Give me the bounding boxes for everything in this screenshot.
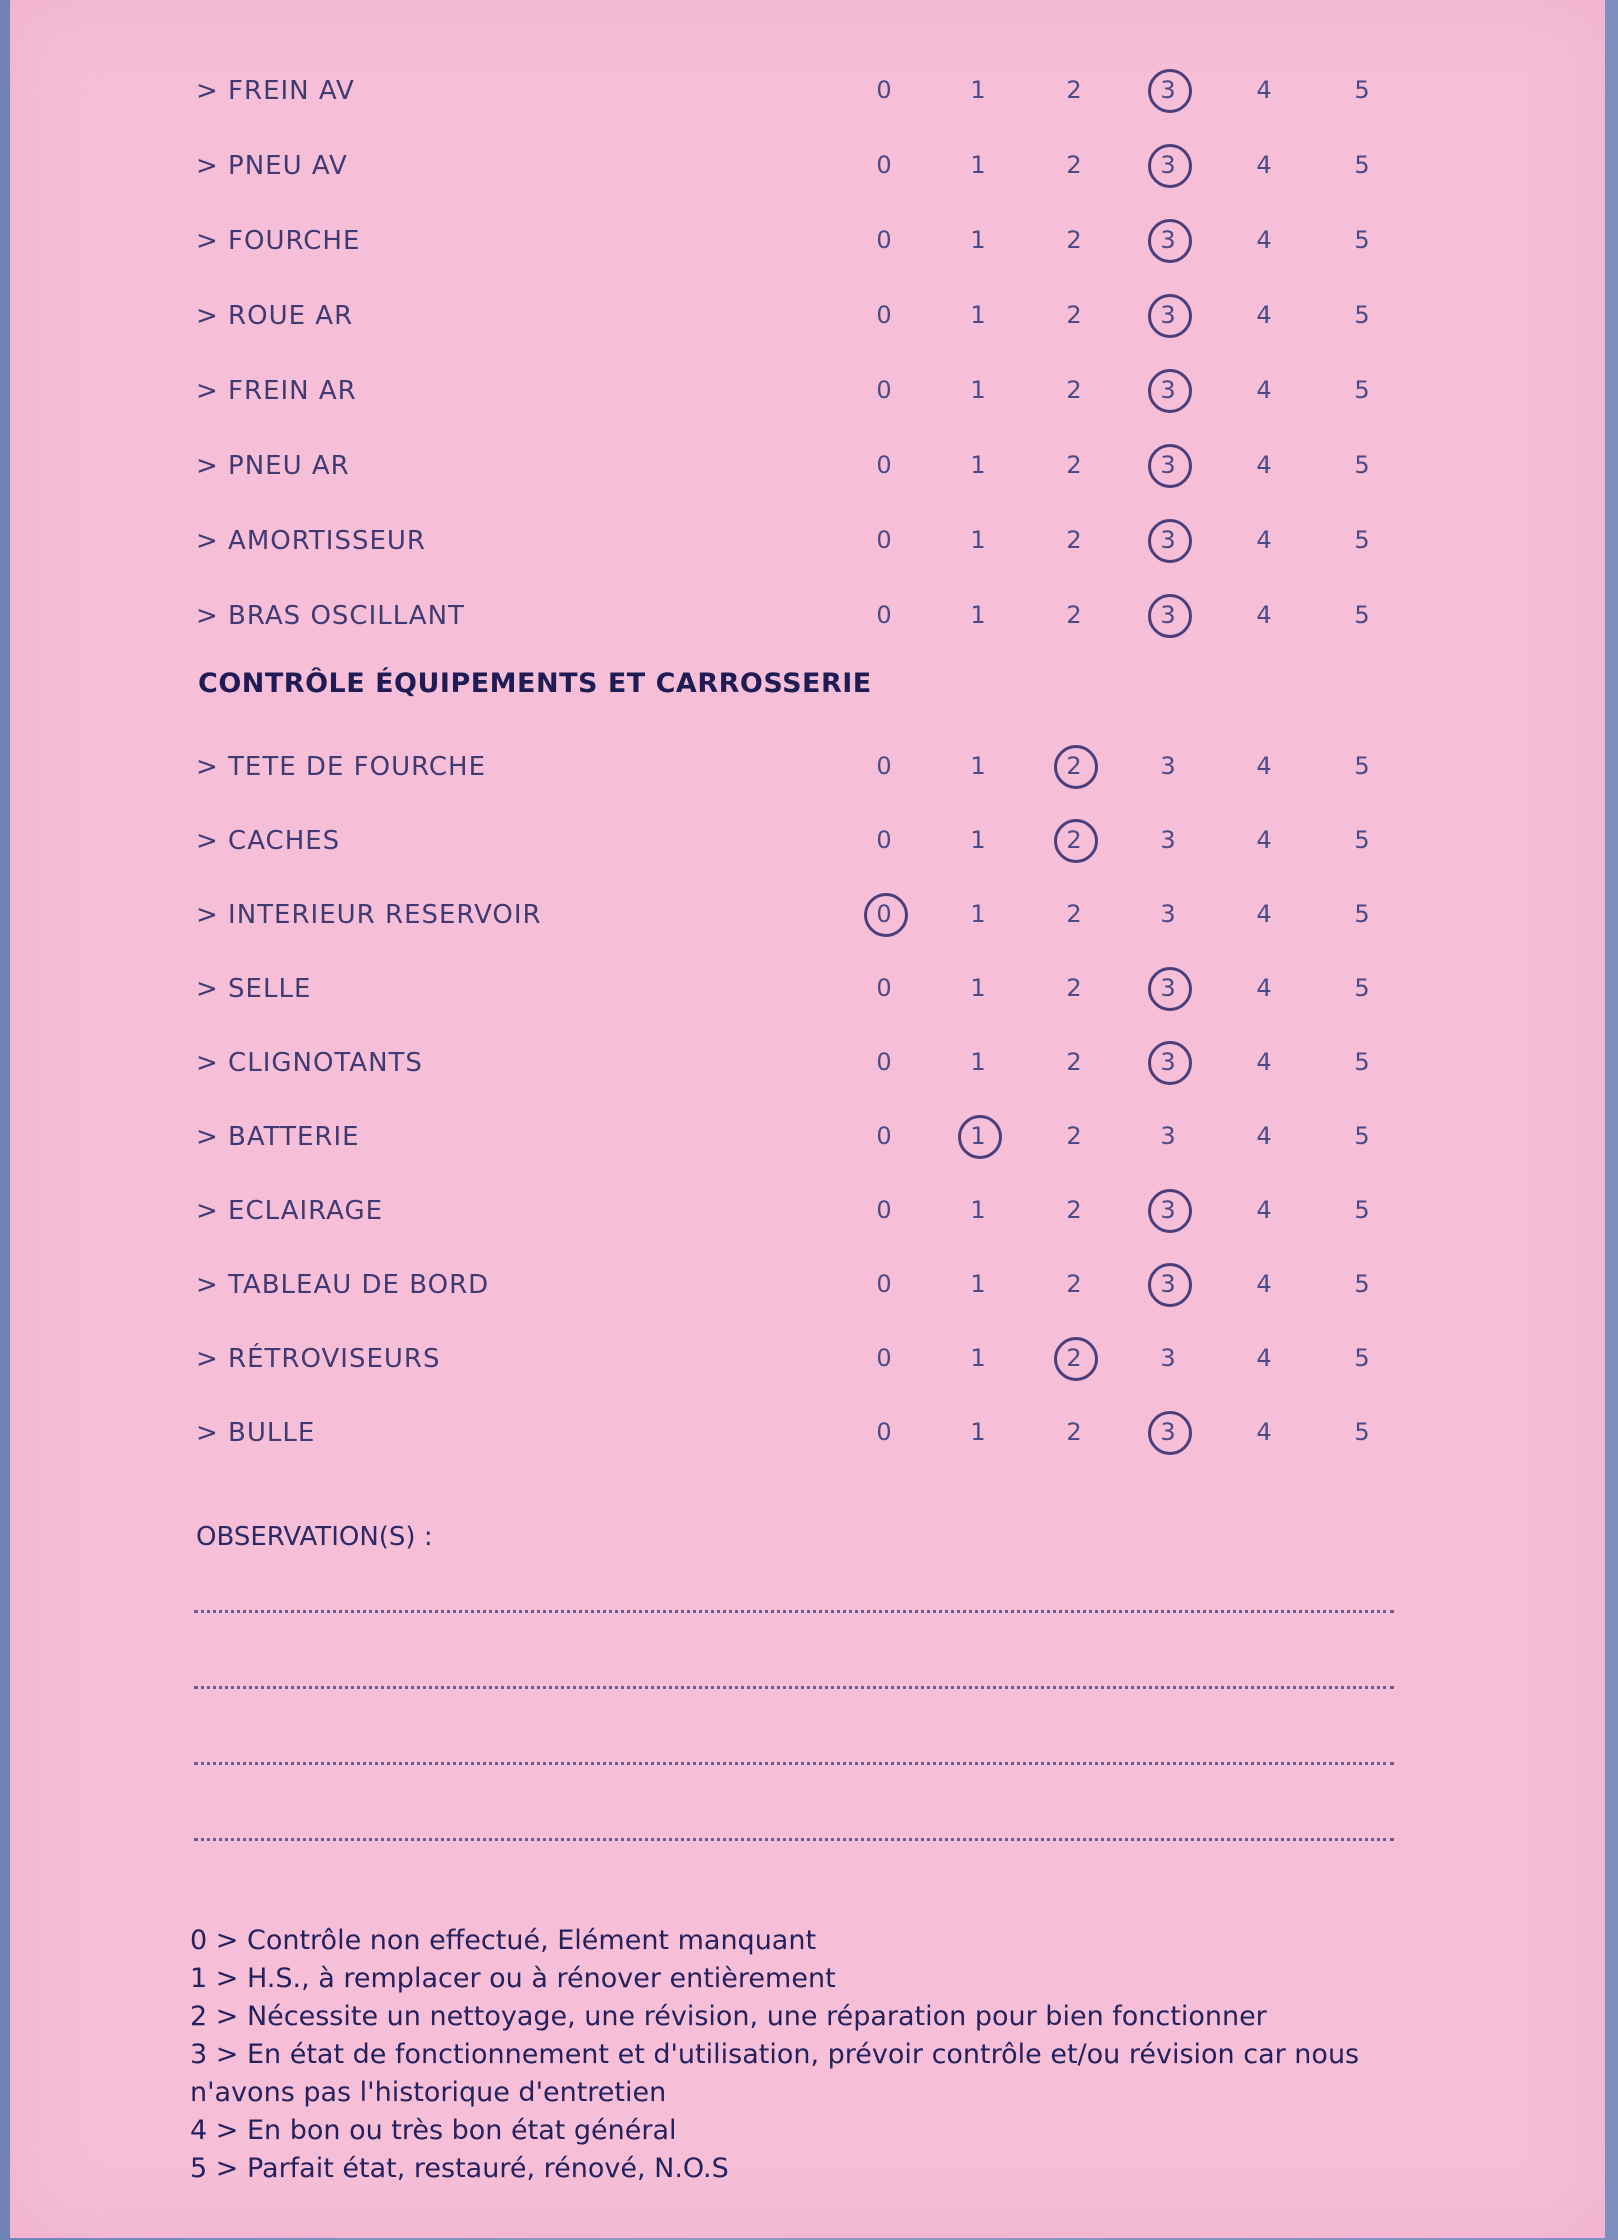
rating-option[interactable]: 2: [1066, 1048, 1082, 1076]
checklist-row: [10, 601, 1605, 651]
rating-option[interactable]: 3: [1160, 826, 1176, 854]
rating-option[interactable]: 4: [1256, 1048, 1272, 1076]
rating-option[interactable]: 4: [1256, 752, 1272, 780]
rating-option[interactable]: 0: [876, 1344, 892, 1372]
rating-option-selected[interactable]: 3: [1146, 601, 1190, 629]
checklist-row: [10, 76, 1605, 126]
rating-option[interactable]: 0: [876, 151, 892, 179]
rating-option[interactable]: 4: [1256, 601, 1272, 629]
observation-line[interactable]: [194, 1762, 1394, 1765]
rating-option[interactable]: 3: [1160, 752, 1176, 780]
item-label: > PNEU AR: [196, 451, 350, 481]
rating-option[interactable]: 5: [1354, 151, 1370, 179]
checklist-row: [10, 376, 1605, 426]
rating-option[interactable]: 2: [1066, 601, 1082, 629]
rating-option[interactable]: 4: [1256, 376, 1272, 404]
rating-option[interactable]: 1: [970, 752, 986, 780]
observation-line[interactable]: [194, 1838, 1394, 1841]
item-label: > FREIN AV: [196, 76, 355, 106]
rating-option[interactable]: 2: [1066, 301, 1082, 329]
rating-option[interactable]: 1: [970, 1048, 986, 1076]
checklist-row: [10, 1196, 1605, 1246]
rating-option[interactable]: 1: [970, 301, 986, 329]
rating-option[interactable]: 5: [1354, 1196, 1370, 1224]
rating-option[interactable]: 0: [876, 376, 892, 404]
checklist-row: [10, 301, 1605, 351]
rating-option[interactable]: 0: [876, 1196, 892, 1224]
observations-label: OBSERVATION(S) :: [196, 1522, 433, 1552]
rating-option[interactable]: 2: [1066, 1196, 1082, 1224]
legend-line: 5 > Parfait état, restauré, rénové, N.O.S: [190, 2153, 729, 2184]
legend-line: 0 > Contrôle non effectué, Elément manquant: [190, 1925, 817, 1956]
rating-option[interactable]: 3: [1160, 900, 1176, 928]
rating-option-selected[interactable]: 3: [1146, 451, 1190, 479]
rating-option[interactable]: 0: [876, 451, 892, 479]
rating-option[interactable]: 0: [876, 1270, 892, 1298]
rating-option[interactable]: 5: [1354, 974, 1370, 1002]
rating-option-selected[interactable]: 0: [862, 900, 906, 928]
rating-option[interactable]: 2: [1066, 974, 1082, 1002]
checklist-row: [10, 226, 1605, 276]
rating-option-selected[interactable]: 2: [1052, 1344, 1096, 1372]
rating-option-selected[interactable]: 2: [1052, 752, 1096, 780]
checklist-row: [10, 451, 1605, 501]
legend-line: 3 > En état de fonctionnement et d'utilisation, prévoir contrôle et/ou révision car nous n'avons pas l'historique d'entretien: [190, 2039, 1360, 2108]
rating-option-selected[interactable]: 3: [1146, 301, 1190, 329]
checklist-row: [10, 974, 1605, 1024]
legend-line: 1 > H.S., à remplacer ou à rénover entièrement: [190, 1963, 836, 1994]
rating-option[interactable]: 2: [1066, 376, 1082, 404]
rating-option[interactable]: 5: [1354, 1270, 1370, 1298]
rating-option-selected[interactable]: 1: [956, 1122, 1000, 1150]
rating-option[interactable]: 4: [1256, 826, 1272, 854]
rating-option[interactable]: 4: [1256, 451, 1272, 479]
rating-option[interactable]: 1: [970, 1270, 986, 1298]
rating-option[interactable]: 2: [1066, 226, 1082, 254]
checklist-row: [10, 1418, 1605, 1468]
rating-option[interactable]: 4: [1256, 1196, 1272, 1224]
rating-option-selected[interactable]: 3: [1146, 1196, 1190, 1224]
rating-option[interactable]: 0: [876, 76, 892, 104]
rating-option[interactable]: 1: [970, 151, 986, 179]
item-label: > CACHES: [196, 826, 341, 856]
rating-option-selected[interactable]: 3: [1146, 76, 1190, 104]
item-label: > FREIN AR: [196, 376, 357, 406]
item-label: > TETE DE FOURCHE: [196, 752, 486, 782]
rating-option[interactable]: 4: [1256, 900, 1272, 928]
rating-option-selected[interactable]: 2: [1052, 826, 1096, 854]
item-label: > SELLE: [196, 974, 312, 1004]
rating-option[interactable]: 2: [1066, 76, 1082, 104]
rating-option[interactable]: 0: [876, 1048, 892, 1076]
rating-option[interactable]: 5: [1354, 1344, 1370, 1372]
rating-option[interactable]: 2: [1066, 1270, 1082, 1298]
rating-option[interactable]: 5: [1354, 376, 1370, 404]
rating-option[interactable]: 2: [1066, 1418, 1082, 1446]
rating-option[interactable]: 0: [876, 974, 892, 1002]
rating-option[interactable]: 5: [1354, 526, 1370, 554]
rating-option[interactable]: 5: [1354, 226, 1370, 254]
rating-option-selected[interactable]: 3: [1146, 1418, 1190, 1446]
rating-option[interactable]: 1: [970, 826, 986, 854]
item-label: > ECLAIRAGE: [196, 1196, 384, 1226]
checklist-row: [10, 826, 1605, 876]
section-title: CONTRÔLE ÉQUIPEMENTS ET CARROSSERIE: [198, 668, 872, 699]
rating-option[interactable]: 4: [1256, 1122, 1272, 1150]
rating-option[interactable]: 5: [1354, 601, 1370, 629]
checklist-row: [10, 900, 1605, 950]
rating-option[interactable]: 1: [970, 76, 986, 104]
item-label: > AMORTISSEUR: [196, 526, 426, 556]
rating-option-selected[interactable]: 3: [1146, 226, 1190, 254]
checklist-row: [10, 1122, 1605, 1172]
rating-option[interactable]: 1: [970, 526, 986, 554]
item-label: > TABLEAU DE BORD: [196, 1270, 490, 1300]
checklist-row: [10, 151, 1605, 201]
observation-line[interactable]: [194, 1610, 1394, 1613]
inspection-sheet: [10, 0, 1605, 2238]
item-label: > BRAS OSCILLANT: [196, 601, 465, 631]
rating-option[interactable]: 4: [1256, 974, 1272, 1002]
rating-option[interactable]: 0: [876, 226, 892, 254]
rating-legend: [190, 1922, 1430, 2188]
item-label: > RÉTROVISEURS: [196, 1344, 441, 1374]
rating-option[interactable]: 0: [876, 752, 892, 780]
rating-option[interactable]: 0: [876, 1122, 892, 1150]
rating-option[interactable]: 5: [1354, 752, 1370, 780]
checklist-row: [10, 526, 1605, 576]
rating-option-selected[interactable]: 3: [1146, 151, 1190, 179]
rating-option[interactable]: 0: [876, 601, 892, 629]
rating-option[interactable]: 2: [1066, 900, 1082, 928]
rating-option[interactable]: 1: [970, 974, 986, 1002]
rating-option[interactable]: 2: [1066, 1122, 1082, 1150]
rating-option[interactable]: 1: [970, 1418, 986, 1446]
rating-option[interactable]: 1: [970, 451, 986, 479]
observation-line[interactable]: [194, 1686, 1394, 1689]
rating-option[interactable]: 3: [1160, 1344, 1176, 1372]
item-label: > FOURCHE: [196, 226, 361, 256]
legend-line: 2 > Nécessite un nettoyage, une révision, une réparation pour bien fonctionner: [190, 2001, 1267, 2032]
rating-option[interactable]: 4: [1256, 226, 1272, 254]
checklist-row: [10, 1344, 1605, 1394]
rating-option[interactable]: 2: [1066, 451, 1082, 479]
rating-option-selected[interactable]: 3: [1146, 1048, 1190, 1076]
rating-option[interactable]: 1: [970, 900, 986, 928]
item-label: > BULLE: [196, 1418, 316, 1448]
rating-option[interactable]: 2: [1066, 526, 1082, 554]
rating-option[interactable]: 4: [1256, 151, 1272, 179]
rating-option[interactable]: 5: [1354, 451, 1370, 479]
rating-option-selected[interactable]: 3: [1146, 376, 1190, 404]
rating-option-selected[interactable]: 3: [1146, 1270, 1190, 1298]
checklist-row: [10, 1270, 1605, 1320]
rating-option[interactable]: 0: [876, 526, 892, 554]
item-label: > BATTERIE: [196, 1122, 360, 1152]
rating-option[interactable]: 5: [1354, 1418, 1370, 1446]
rating-option[interactable]: 4: [1256, 1270, 1272, 1298]
rating-option[interactable]: 5: [1354, 76, 1370, 104]
rating-option[interactable]: 5: [1354, 301, 1370, 329]
rating-option[interactable]: 4: [1256, 301, 1272, 329]
checklist-row: [10, 1048, 1605, 1098]
legend-line: 4 > En bon ou très bon état général: [190, 2115, 677, 2146]
rating-option[interactable]: 4: [1256, 526, 1272, 554]
rating-option[interactable]: 5: [1354, 900, 1370, 928]
rating-option[interactable]: 1: [970, 1344, 986, 1372]
rating-option-selected[interactable]: 3: [1146, 974, 1190, 1002]
rating-option[interactable]: 1: [970, 1196, 986, 1224]
rating-option[interactable]: 4: [1256, 76, 1272, 104]
rating-option[interactable]: 5: [1354, 1122, 1370, 1150]
rating-option[interactable]: 3: [1160, 1122, 1176, 1150]
item-label: > INTERIEUR RESERVOIR: [196, 900, 542, 930]
rating-option[interactable]: 0: [876, 826, 892, 854]
rating-option[interactable]: 0: [876, 301, 892, 329]
rating-option[interactable]: 4: [1256, 1418, 1272, 1446]
item-label: > PNEU AV: [196, 151, 348, 181]
rating-option[interactable]: 1: [970, 601, 986, 629]
rating-option[interactable]: 1: [970, 376, 986, 404]
item-label: > CLIGNOTANTS: [196, 1048, 423, 1078]
rating-option[interactable]: 1: [970, 226, 986, 254]
rating-option[interactable]: 5: [1354, 1048, 1370, 1076]
rating-option[interactable]: 2: [1066, 151, 1082, 179]
rating-option[interactable]: 4: [1256, 1344, 1272, 1372]
rating-option[interactable]: 0: [876, 1418, 892, 1446]
checklist-row: [10, 752, 1605, 802]
rating-option[interactable]: 5: [1354, 826, 1370, 854]
rating-option-selected[interactable]: 3: [1146, 526, 1190, 554]
item-label: > ROUE AR: [196, 301, 354, 331]
